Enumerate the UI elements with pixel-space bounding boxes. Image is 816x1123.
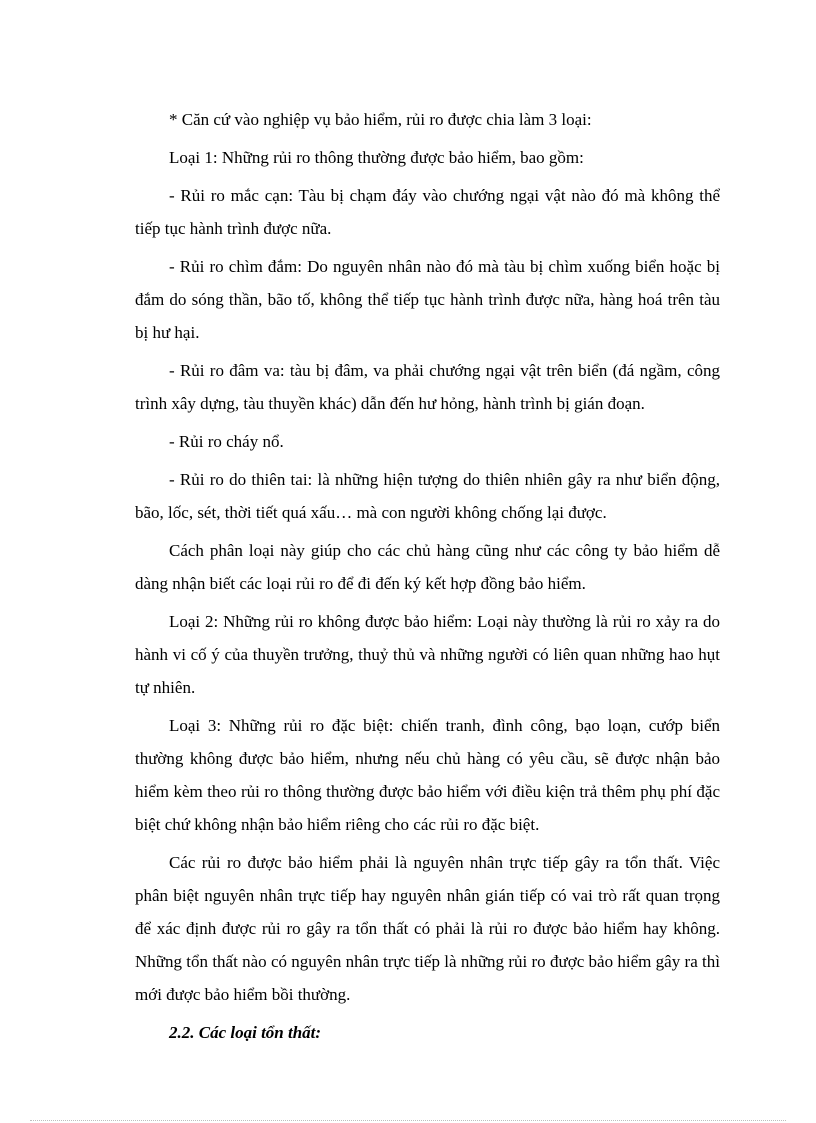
paragraph-fire-risk: - Rủi ro cháy nổ.: [169, 432, 284, 451]
paragraph-sinking-risk: - Rủi ro chìm đắm: Do nguyên nhân nào đó mà tàu bị chìm xuống biển hoặc bị đắm do sóng thần, bão tố, không thể tiếp tục hành trình được nữa, hàng hoá trên tàu bị hư hại.: [135, 257, 720, 342]
paragraph-type-2: Loại 2: Những rủi ro không được bảo hiểm: Loại này thường là rủi ro xảy ra do hành vi cố ý của thuyền trưởng, thuỷ thủ và những người có liên quan những hao hụt tự nhiên.: [135, 612, 720, 697]
paragraph-direct-cause: Các rủi ro được bảo hiểm phải là nguyên nhân trực tiếp gây ra tổn thất. Việc phân biệt nguyên nhân trực tiếp hay nguyên nhân gián tiếp có vai trò rất quan trọng để xác định được rủi ro gây ra tổn thất có phải là rủi ro được bảo hiểm hay không. Những tổn thất nào có nguyên nhân trực tiếp là những rủi ro được bảo hiểm gây ra thì mới được bảo hiểm bồi thường.: [135, 853, 720, 1004]
paragraph-collision-risk: - Rủi ro đâm va: tàu bị đâm, va phải chướng ngại vật trên biển (đá ngầm, công trình xây dựng, tàu thuyền khác) dẫn đến hư hỏng, hành trình bị gián đoạn.: [135, 361, 720, 413]
document-body: [135, 103, 720, 1049]
paragraph-classification-benefit: Cách phân loại này giúp cho các chủ hàng cũng như các công ty bảo hiểm dễ dàng nhận biết các loại rủi ro để đi đến ký kết hợp đồng bảo hiểm.: [135, 541, 720, 593]
section-heading: 2.2. Các loại tổn thất:: [169, 1023, 322, 1042]
paragraph-type-3: Loại 3: Những rủi ro đặc biệt: chiến tranh, đình công, bạo loạn, cướp biển thường không được bảo hiểm, nhưng nếu chủ hàng có yêu cầu, sẽ được nhận bảo hiểm kèm theo rủi ro thông thường được bảo hiểm với điều kiện trả thêm phụ phí đặc biệt chứ không nhận bảo hiểm riêng cho các rủi ro đặc biệt.: [135, 716, 720, 834]
paragraph-intro: * Căn cứ vào nghiệp vụ bảo hiểm, rủi ro được chia làm 3 loại:: [169, 110, 592, 129]
paragraph-natural-disaster-risk: - Rủi ro do thiên tai: là những hiện tượng do thiên nhiên gây ra như biển động, bão, lốc, sét, thời tiết quá xấu… mà con người không chống lại được.: [135, 470, 720, 522]
paragraph-type-1: Loại 1: Những rủi ro thông thường được bảo hiểm, bao gồm:: [169, 148, 584, 167]
paragraph-stranding-risk: - Rủi ro mắc cạn: Tàu bị chạm đáy vào chướng ngại vật nào đó mà không thể tiếp tục hành trình được nữa.: [135, 186, 720, 238]
page-bottom-divider: [30, 1120, 786, 1121]
